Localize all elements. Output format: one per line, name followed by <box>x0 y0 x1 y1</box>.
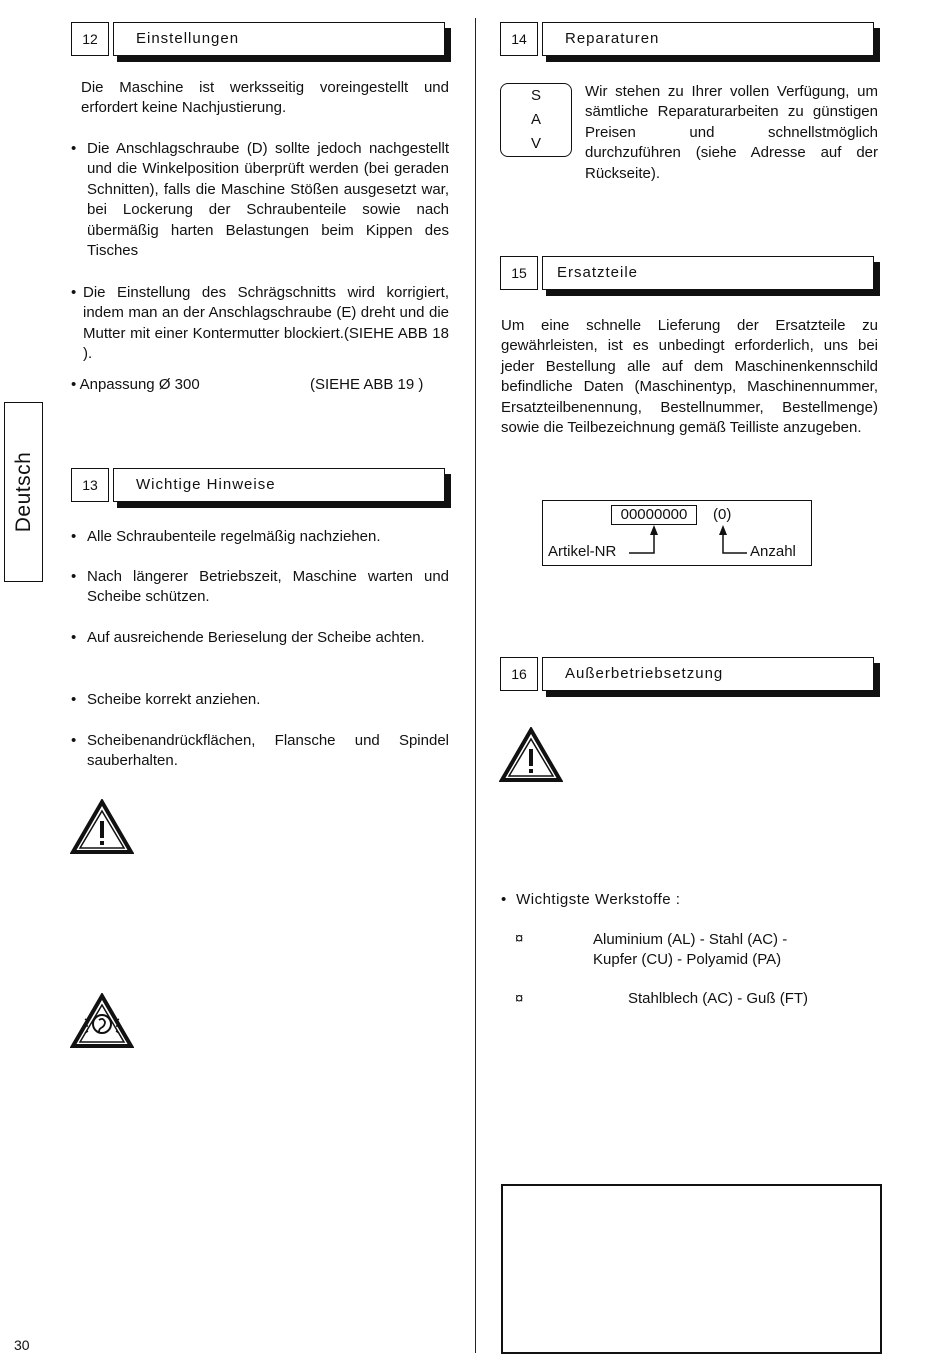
article-code: 00000000 <box>611 505 697 525</box>
sav-letter: V <box>530 135 541 152</box>
s12-intro: Die Maschine ist werksseitig voreingestellt und erfordert keine Nachjustierung. <box>81 79 449 117</box>
s14-text: Wir stehen zu Ihrer vollen Verfügung, um sämtliche Reparaturarbeiten zu günstigen Preisen und schnellstmöglich durchzuführen (siehe Adresse auf der Rückseite). <box>585 83 878 182</box>
page-number: 30 <box>14 1337 30 1353</box>
empty-frame <box>501 1184 882 1354</box>
sav-letter: A <box>530 111 541 128</box>
material-symbol: ¤ <box>515 930 524 947</box>
section-number: 15 <box>500 256 538 290</box>
s15-text: Um eine schnelle Lieferung der Ersatzteile zu gewährleisten, ist es unbedingt erforderlich, uns bei jeder Bestellung alle auf dem Maschinenkennschild befindliche Daten (Maschinentyp, Maschinennummer, Ersatzteilbenennung, Bestellnummer, Bestellmenge) sowie die Teilbezeichnung gemäß Teilliste anzugeben. <box>501 317 878 437</box>
quantity-value: (0) <box>713 506 732 523</box>
s13-bullet-4: • Scheibe korrekt anziehen. <box>71 691 261 708</box>
section-16-header <box>500 657 880 691</box>
section-14-header <box>500 22 880 56</box>
sav-box <box>500 83 572 157</box>
section-title: Wichtige Hinweise <box>113 468 445 502</box>
section-number: 16 <box>500 657 538 691</box>
section-number: 13 <box>71 468 109 502</box>
section-number: 14 <box>500 22 538 56</box>
material-item-2: Stahlblech (AC) - Guß (FT) <box>628 990 809 1007</box>
column-divider <box>475 18 476 1353</box>
hearing-protection-icon <box>70 993 134 1049</box>
section-15-header <box>500 256 880 290</box>
s12-adaptation-ref: (SIEHE ABB 19 ) <box>310 376 424 393</box>
section-title: Außerbetriebsetzung <box>542 657 874 691</box>
s13-bullet-3: • Auf ausreichende Berieselung der Scheibe achten. <box>71 629 425 646</box>
section-number: 12 <box>71 22 109 56</box>
section-12-header <box>71 22 451 56</box>
s13-bullet-2: • Nach längerer Betriebszeit, Maschine warten und Scheibe schützen. <box>71 568 449 606</box>
material-symbol: ¤ <box>515 990 524 1007</box>
warning-triangle-icon <box>70 799 134 855</box>
s12-bullet-1: • Die Anschlagschraube (D) sollte jedoch nachgestellt und die Winkelposition überprüft werden (bei geraden Schnitten), falls die Maschine Stößen ausgesetzt war, bei Lockerung der Schraubenteile sowie nach übermäßig harten Belastungen beim Kippen des Tisches <box>71 140 449 260</box>
materials-heading: • Wichtigste Werkstoffe : <box>501 891 681 908</box>
article-label: Artikel-NR <box>548 543 617 560</box>
article-number-diagram <box>542 500 812 566</box>
language-tab-label: Deutsch <box>11 451 35 533</box>
quantity-label: Anzahl <box>750 543 796 560</box>
section-13-header <box>71 468 451 502</box>
warning-triangle-icon <box>499 727 563 783</box>
s12-bullet-2: • Die Einstellung des Schrägschnitts wird korrigiert, indem man an der Anschlagschraube (E) dreht und die Mutter mit einer Kontermutter blockiert.(SIEHE ABB 18 ). <box>71 284 449 363</box>
s13-bullet-1: • Alle Schraubenteile regelmäßig nachziehen. <box>71 528 381 545</box>
sav-letter: S <box>530 87 541 104</box>
section-title: Ersatzteile <box>542 256 874 290</box>
language-tab <box>4 402 43 582</box>
material-item-1: Aluminium (AL) - Stahl (AC) - Kupfer (CU) - Polyamid (PA) <box>593 931 788 969</box>
pointer-arrows <box>543 501 811 565</box>
s12-adaptation-label: • Anpassung Ø 300 <box>71 376 200 393</box>
s13-bullet-5: • Scheibenandrückflächen, Flansche und Spindel sauberhalten. <box>71 732 449 770</box>
section-title: Einstellungen <box>113 22 445 56</box>
section-title: Reparaturen <box>542 22 874 56</box>
